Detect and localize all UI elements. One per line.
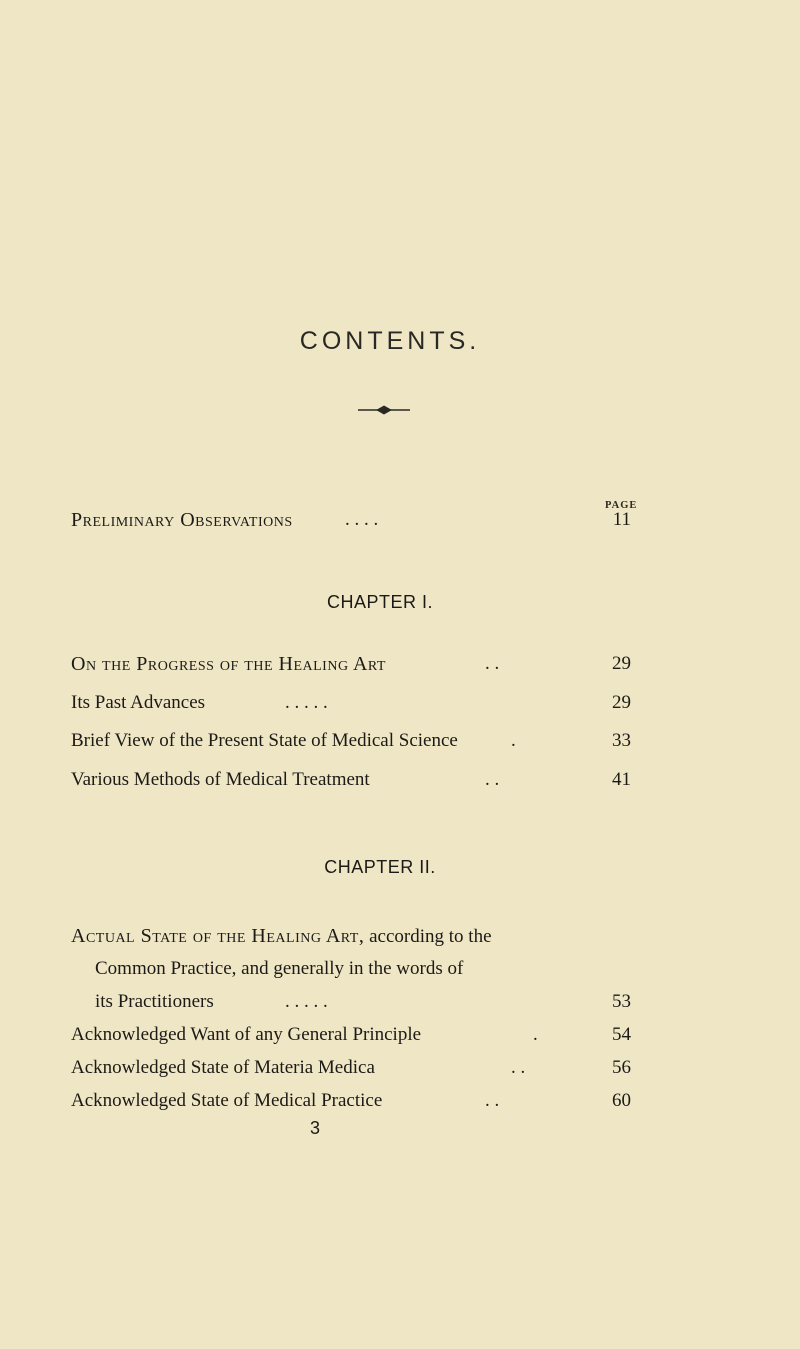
ornament-rule-icon — [356, 404, 412, 416]
toc-entry-title: Acknowledged Want of any General Principle — [71, 1024, 422, 1045]
toc-entry-title: Preliminary Observations — [71, 509, 293, 531]
leader-dots: . . — [485, 653, 500, 674]
toc-entry-title: Acknowledged State of Medical Practice — [71, 1090, 383, 1111]
leader-dots: . . . . . — [285, 991, 328, 1012]
toc-entry-continuation — [71, 988, 631, 1016]
toc-page-number: 41 — [612, 769, 631, 790]
leader-dots: . — [511, 730, 516, 751]
toc-entry-line: its Practitioners — [95, 991, 214, 1012]
leader-dots: . — [533, 1024, 538, 1045]
leader-dots: . . — [511, 1057, 526, 1078]
leader-dots: . . . . — [345, 509, 379, 530]
toc-entry — [71, 727, 631, 755]
toc-page-number: 11 — [612, 509, 631, 530]
toc-entry-title: Various Methods of Medical Treatment — [71, 769, 370, 790]
toc-entry-title: Brief View of the Present State of Medical Science — [71, 730, 458, 751]
toc-entry-line: Common Practice, and generally in the words of — [95, 958, 464, 979]
toc-entry — [71, 1087, 631, 1115]
toc-entry — [71, 650, 631, 678]
toc-page-number: 60 — [612, 1090, 631, 1111]
toc-entry-rest: according to the — [364, 926, 492, 947]
toc-entry-preliminary — [71, 506, 631, 534]
toc-entry — [71, 689, 631, 717]
chapter-heading: CHAPTER I. — [326, 592, 433, 612]
toc-entry-continuation — [71, 955, 631, 983]
toc-entry — [71, 766, 631, 794]
toc-entry-title — [71, 922, 492, 951]
toc-page-number: 56 — [612, 1057, 631, 1078]
leader-dots: . . . . . — [285, 692, 328, 713]
toc-entry — [71, 1021, 631, 1049]
toc-entry-multiline — [71, 922, 631, 950]
leader-dots: . . — [485, 769, 500, 790]
toc-page-number: 29 — [612, 653, 631, 674]
toc-entry-title: Its Past Advances — [71, 692, 206, 713]
toc-page-number: 53 — [612, 991, 631, 1012]
leader-dots: . . — [485, 1090, 500, 1111]
toc-entry-title: Acknowledged State of Materia Medica — [71, 1057, 375, 1078]
folio-number: 3 — [310, 1118, 321, 1138]
toc-entry — [71, 1054, 631, 1082]
toc-entry-title: On the Progress of the Healing Art — [71, 653, 386, 675]
toc-page-number: 33 — [612, 730, 631, 751]
chapter-heading: CHAPTER II. — [324, 857, 436, 877]
page-column-label: PAGE — [605, 500, 638, 511]
toc-page-number: 29 — [612, 692, 631, 713]
page-title: CONTENTS. — [299, 327, 481, 355]
toc-entry-lead: Actual State of the Healing Art, — [71, 925, 365, 947]
toc-page-number: 54 — [612, 1024, 631, 1045]
